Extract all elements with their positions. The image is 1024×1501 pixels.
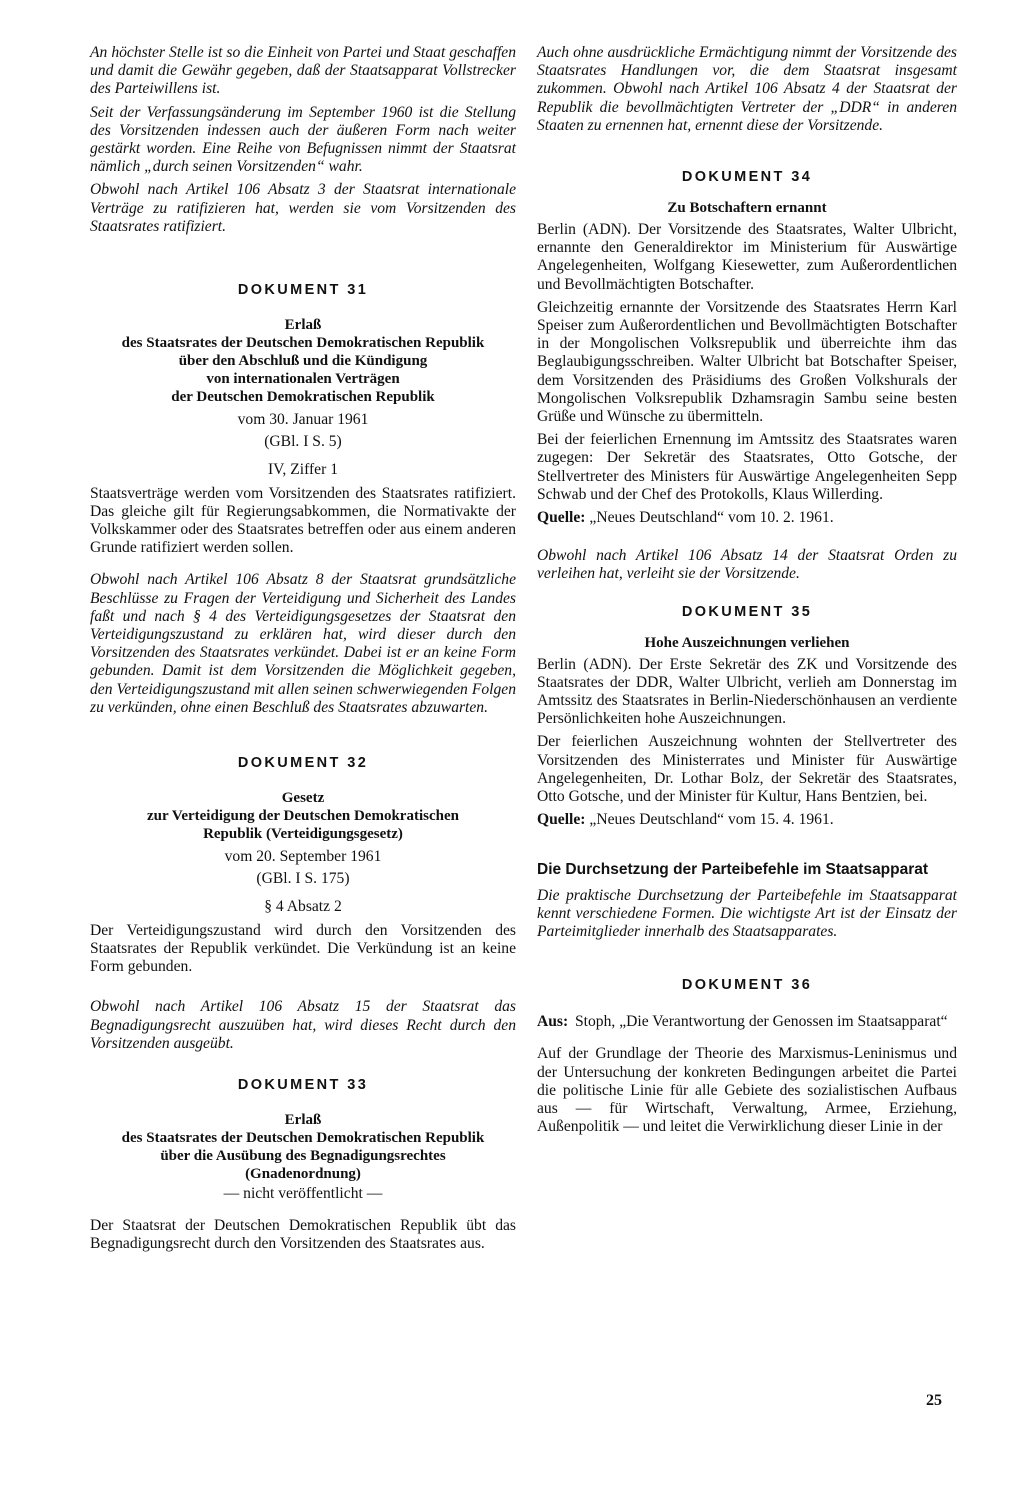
document-35-title: Hohe Auszeichnungen verliehen (644, 634, 850, 651)
document-35-source (537, 811, 957, 829)
document-32-heading: DOKUMENT 32 (237, 755, 369, 772)
document-34-title: Zu Botschaftern ernannt (667, 200, 827, 217)
document-36-source-text: Stoph, „Die Verantwortung der Genossen im Staatsapparat“ (575, 1013, 948, 1031)
document-31-title-line-2: des Staatsrates der Deutschen Demokratischen Republik (121, 335, 485, 352)
document-31-reference: (GBl. I S. 5) (264, 433, 342, 451)
document-33-note: — nicht veröffentlicht — (223, 1184, 383, 1202)
section-intro: Die praktische Durchsetzung der Parteibefehle im Staatsapparat kennt verschiedene Formen. Die wichtigste Art ist der Einsatz der Parteimitglieder innerhalb des Staatsapparates. (537, 886, 957, 940)
document-33-title-line-2: des Staatsrates der Deutschen Demokratischen Republik (121, 1129, 485, 1146)
document-36-body: Auf der Grundlage der Theorie des Marxismus-Leninismus und der Untersuchung der konkreten Bedingungen arbeitet die Partei die politische Linie für alle Gebiete des sozialistischen Aufbaus aus — für Wirtschaft, Verwaltung, Armee, Erziehung, Außenpolitik — und leitet die Verwirklichung dieser Linie in der (537, 1045, 957, 1136)
document-34-paragraph-1: Berlin (ADN). Der Vorsitzende des Staatsrates, Walter Ulbricht, ernannte den Generaldirektor im Ministerium für Auswärtige Angelegenheiten, Wolfgang Kiesewetter, zum Außerordentlichen und Bevollmächtigten Botschafter. (537, 221, 957, 293)
document-34-paragraph-2: Gleichzeitig ernannte der Vorsitzende des Staatsrates Herrn Karl Speiser zum Außerordentlichen und Bevollmächtigten Botschafter in der Mongolischen Volksrepublik und überreichte ihm das Beglaubigungsschreiben. Walter Ulbricht bat Botschafter Speiser, dem Vorsitzenden des Präsidiums des Großen Volkshurals der Mongolischen Volksrepublik Dzhamsragin Sambu seine besten Grüße und Wünsche zu übermitteln. (537, 298, 957, 426)
document-35-paragraph-2: Der feierlichen Auszeichnung wohnten der Stellvertreter des Vorsitzenden des Ministerrates und Minister für Auswärtige Angelegenheiten, Dr. Lothar Bolz, der Sekretär des Staatsrates, Otto Gotsche, und der Minister für Kultur, Hans Bentzien, bei. (537, 733, 957, 806)
document-32-reference: (GBl. I S. 175) (256, 870, 350, 888)
document-36-source (537, 1013, 957, 1031)
intro-paragraph-3: Obwohl nach Artikel 106 Absatz 3 der Staatsrat internationale Verträge zu ratifizieren hat, werden sie vom Vorsitzenden des Staatsrates ratifiziert. (90, 181, 516, 235)
document-35-source-text: „Neues Deutschland“ vom 15. 4. 1961. (589, 811, 834, 829)
document-34-source-label: Quelle: (537, 509, 586, 527)
intro-paragraph-1: An höchster Stelle ist so die Einheit von Partei und Staat geschaffen und damit die Gewähr gegeben, daß der Staatsapparat Vollstrecker des Parteiwillens ist. (90, 44, 516, 98)
document-34-source (537, 509, 957, 527)
document-34-comment: Obwohl nach Artikel 106 Absatz 14 der Staatsrat Orden zu verleihen hat, verleiht sie der Vorsitzende. (537, 547, 957, 583)
document-32-title-line-3: Republik (Verteidigungsgesetz) (203, 826, 403, 843)
document-32-comment: Obwohl nach Artikel 106 Absatz 15 der Staatsrat das Begnadigungsrecht auszuüben hat, wird dieses Recht durch den Vorsitzenden ausgeübt. (90, 998, 516, 1052)
document-31-date: vom 30. Januar 1961 (237, 411, 369, 429)
document-32-date: vom 20. September 1961 (224, 848, 382, 866)
document-34-paragraph-3: Bei der feierlichen Ernennung im Amtssitz des Staatsrates waren zugegen: Der Sekretär des Staatsrates, Otto Gotsche, der Stellvertreter des Ministers für Auswärtige Angelegenheiten Sepp Schwab und der Chef des Protokolls, Klaus Willerding. (537, 431, 957, 503)
left-column (90, 44, 516, 1254)
document-32-section: § 4 Absatz 2 (264, 898, 342, 916)
document-34-source-text: „Neues Deutschland“ vom 10. 2. 1961. (589, 509, 834, 527)
document-36-heading: DOKUMENT 36 (681, 977, 813, 994)
document-32-title-line-2: zur Verteidigung der Deutschen Demokratischen (147, 808, 459, 825)
section-heading: Die Durchsetzung der Parteibefehle im Staatsapparat (537, 860, 929, 878)
document-34-heading: DOKUMENT 34 (681, 169, 813, 186)
right-intro-paragraph: Auch ohne ausdrückliche Ermächtigung nimmt der Vorsitzende des Staatsrates Handlungen vor, die dem Staatsrat insgesamt zukommen. Obwohl nach Artikel 106 Absatz 4 der Staatsrat der Republik die bevollmächtigten Vertreter der „DDR“ in anderen Staaten zu ernennen hat, ernennt diese der Vorsitzende. (537, 44, 957, 134)
document-33-title-line-1: Erlaß (284, 1111, 322, 1128)
document-31-title-line-1: Erlaß (284, 317, 322, 334)
document-33-body: Der Staatsrat der Deutschen Demokratischen Republik übt das Begnadigungsrecht durch den Vorsitzenden des Staatsrates aus. (90, 1217, 516, 1253)
document-33-title-line-4: (Gnadenordnung) (245, 1165, 361, 1182)
intro-paragraph-2: Seit der Verfassungsänderung im September 1960 ist die Stellung des Vorsitzenden indessen auch der äußeren Form nach weiter gestärkt worden. Eine Reihe von Befugnissen nimmt der Staatsrat nämlich „durch seinen Vorsitzenden“ wahr. (90, 103, 516, 176)
document-31-heading: DOKUMENT 31 (237, 282, 369, 299)
document-31-section: IV, Ziffer 1 (267, 461, 338, 479)
document-36-source-label: Aus: (537, 1013, 569, 1031)
document-31-title-line-3: über den Abschluß und die Kündigung (178, 353, 428, 370)
document-33-title-line-3: über die Ausübung des Begnadigungsrechtes (160, 1147, 446, 1164)
page-number: 25 (926, 1392, 942, 1409)
document-31-comment: Obwohl nach Artikel 106 Absatz 8 der Staatsrat grundsätzliche Beschlüsse zu Fragen der Verteidigung und Sicherheit des Landes faßt und nach § 4 des Verteidigungsgesetzes der Staatsrat den Verteidigungszustand zu erklären hat, wird dieser durch den Vorsitzenden des Staatsrates verkündet. Dabei ist er an keine Form gebunden. Damit ist dem Vorsitzenden die Möglichkeit gegeben, den Verteidigungszustand mit allen seinen schwerwiegenden Folgen zu verkünden, ohne einen Beschluß des Staatsrates abzuwarten. (90, 571, 516, 716)
document-32-title-line-1: Gesetz (281, 790, 325, 807)
document-33-heading: DOKUMENT 33 (237, 1076, 369, 1093)
document-35-heading: DOKUMENT 35 (681, 603, 813, 620)
document-35-paragraph-1: Berlin (ADN). Der Erste Sekretär des ZK und Vorsitzende des Staatsrates der DDR, Walter Ulbricht, verlieh am Donnerstag im Amtssitz des Staatsrates in Berlin-Niederschönhausen an verdiente Persönlichkeiten hohe Auszeichnungen. (537, 655, 957, 728)
document-35-source-label: Quelle: (537, 811, 586, 829)
document-32-body: Der Verteidigungszustand wird durch den Vorsitzenden des Staatsrates der Republik verkündet. Die Verkündung ist an keine Form gebunden. (90, 921, 516, 976)
document-31-body: Staatsverträge werden vom Vorsitzenden des Staatsrates ratifiziert. Das gleiche gilt für Regierungsabkommen, die Normativakte der Volkskammer oder des Staatsrates betreffen oder aus einem anderen Grunde ratifiziert werden sollen. (90, 484, 516, 557)
document-31-title-line-5: der Deutschen Demokratischen Republik (171, 389, 435, 406)
right-column (537, 44, 957, 1136)
document-31-title-line-4: von internationalen Verträgen (206, 371, 400, 388)
